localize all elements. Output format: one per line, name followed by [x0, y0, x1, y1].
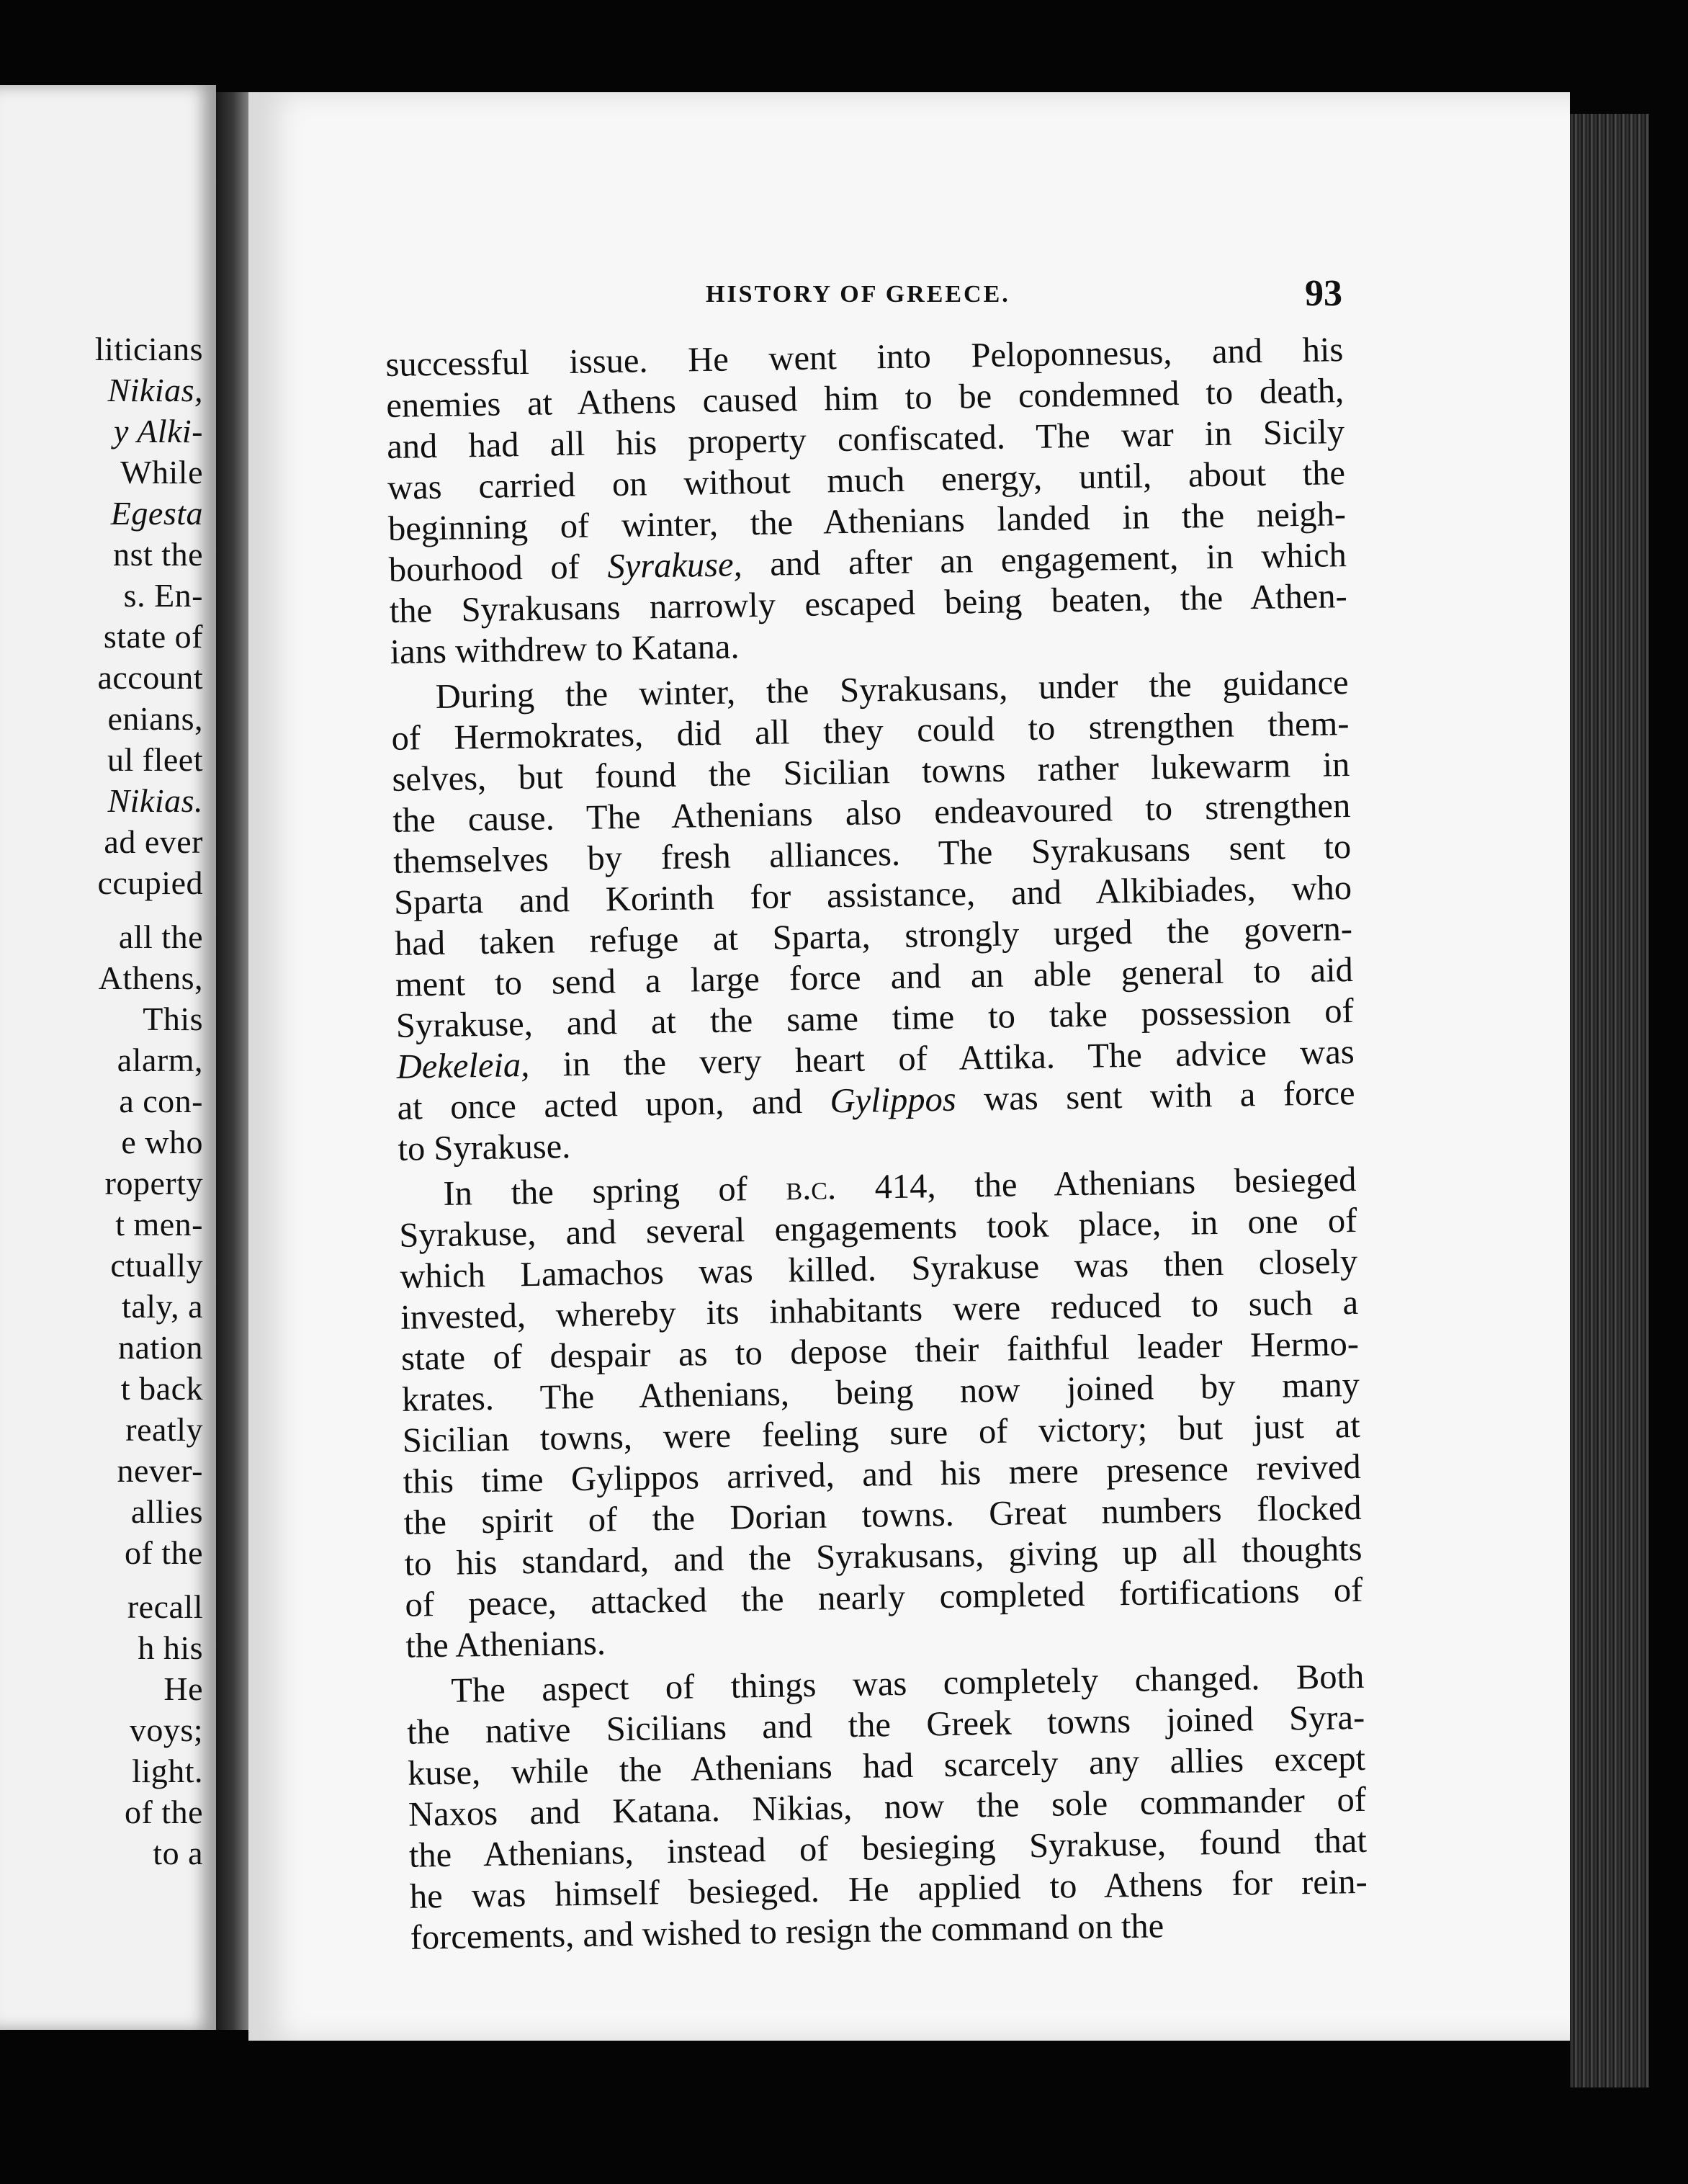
page-number: 93	[1305, 273, 1342, 314]
previous-page-line: s. En-	[123, 577, 203, 614]
text-line: was carried on without much energy, until, about the	[387, 454, 1346, 507]
previous-page-line: While	[120, 454, 203, 491]
text-line: of peace, attacked the nearly completed fortifications of	[405, 1570, 1363, 1624]
paragraph	[406, 1656, 1368, 1959]
text-line: the native Sicilians and the Greek towns joined Syra-	[406, 1698, 1365, 1752]
text-line: enemies at Athens caused him to be condemned to death,	[385, 372, 1344, 425]
previous-page-line: enians,	[107, 700, 203, 737]
text-line: kuse, while the Athenians had scarcely any allies except	[407, 1739, 1366, 1793]
previous-page-line: Athens,	[98, 959, 203, 996]
text-line: had taken refuge at Sparta, strongly urged the govern-	[394, 910, 1353, 963]
text-line: Naxos and Katana. Nikias, now the sole commander of	[408, 1780, 1367, 1834]
previous-page-line: Nikias.	[107, 782, 203, 819]
text-line: themselves by fresh alliances. The Syrakusans sent to	[392, 828, 1352, 881]
text-line: ment to send a large force and an able general to aid	[395, 951, 1354, 1004]
text-line: to Syrakuse.	[398, 1127, 571, 1168]
previous-page-line: ul fleet	[107, 741, 203, 778]
previous-page-line: liticians	[94, 331, 203, 367]
paragraph	[390, 662, 1356, 1170]
text-line: the Athenians.	[405, 1624, 606, 1665]
text-line: bourhood of Syrakuse, and after an engagement, in which	[388, 536, 1347, 589]
text-line: the Athenians, instead of besieging Syrakuse, found that	[408, 1821, 1368, 1875]
previous-page-line: ad ever	[104, 823, 203, 860]
text-line: beginning of winter, the Athenians landed in the neigh-	[387, 495, 1347, 548]
text-line: krates. The Athenians, being now joined by many	[401, 1365, 1360, 1419]
text-line: which Lamachos was killed. Syrakuse was then closely	[399, 1242, 1358, 1296]
previous-page-line: He	[163, 1670, 203, 1707]
text-line: Syrakuse, and at the same time to take possession of	[395, 991, 1355, 1045]
text-line: selves, but found the Sicilian towns rather lukewarm in	[392, 746, 1350, 799]
previous-page-line: account	[97, 659, 203, 696]
previous-page-line: roperty	[104, 1165, 203, 1201]
text-line: During the winter, the Syrakusans, under the guidance	[435, 663, 1349, 716]
text-line: the Syrakusans narrowly escaped being beaten, the Athen-	[389, 577, 1348, 630]
previous-page-line: Nikias,	[107, 372, 203, 408]
previous-page-line: y Alki-	[114, 413, 203, 449]
text-line: forcements, and wished to resign the command on the	[410, 1907, 1164, 1957]
previous-page-line: recall	[127, 1588, 203, 1625]
text-line: In the spring of b.c. 414, the Athenians besieged	[443, 1160, 1357, 1213]
text-line: the cause. The Athenians also endeavoured to strengthen	[392, 787, 1351, 840]
text-line: successful issue. He went into Peloponnesus, and his	[385, 331, 1344, 384]
text-line: the spirit of the Dorian towns. Great numbers flocked	[403, 1488, 1362, 1542]
text-line: to his standard, and the Syrakusans, giving up all thoughts	[404, 1529, 1362, 1583]
previous-page-line: taly, a	[122, 1288, 203, 1325]
previous-page-line: allies	[130, 1493, 203, 1530]
text-line: Syrakuse, and several engagements took place, in one of	[399, 1201, 1357, 1255]
previous-page-line: This	[143, 1001, 203, 1037]
previous-page-line: t back	[120, 1370, 203, 1407]
previous-page-line: to a	[153, 1835, 203, 1871]
previous-page-line: ctually	[110, 1247, 203, 1284]
text-line: at once acted upon, and Gylippos was sent with a force	[397, 1073, 1355, 1127]
text-line: state of despair as to depose their faithful leader Hermo-	[400, 1324, 1360, 1378]
body-text	[385, 329, 1368, 1963]
text-line: he was himself besieged. He applied to Athens for rein-	[409, 1862, 1368, 1916]
paragraph	[398, 1159, 1364, 1667]
previous-page-text	[0, 328, 203, 1874]
previous-page-line: a con-	[119, 1083, 203, 1119]
running-head: HISTORY OF GREECE.	[706, 281, 1010, 308]
paragraph	[385, 329, 1348, 673]
text-line: The aspect of things was completely changed. Both	[450, 1657, 1365, 1710]
previous-page-line: light.	[132, 1753, 203, 1789]
previous-page-line: t men-	[115, 1206, 203, 1243]
text-line: Sicilian towns, were feeling sure of victory; but just at	[402, 1406, 1361, 1460]
text-line: ians withdrew to Katana.	[390, 627, 740, 671]
previous-page-line: of the	[124, 1794, 203, 1830]
previous-page-line: Egesta	[110, 495, 203, 532]
previous-page-line: ccupied	[97, 864, 203, 901]
previous-page-line: alarm,	[117, 1042, 203, 1078]
previous-page-line: of the	[124, 1534, 203, 1571]
previous-page-line: e who	[121, 1124, 203, 1160]
previous-page-line: voys;	[129, 1711, 203, 1748]
previous-page-line: all the	[118, 918, 203, 955]
previous-page-line: reatly	[125, 1411, 203, 1448]
text-line: Sparta and Korinth for assistance, and Alkibiades, who	[393, 869, 1352, 922]
page-edges	[1570, 114, 1649, 2087]
previous-page-fragment	[0, 85, 216, 2030]
text-line: invested, whereby its inhabitants were reduced to such a	[400, 1283, 1359, 1337]
text-line: this time Gylippos arrived, and his mere presence revived	[403, 1447, 1362, 1501]
previous-page-line: never-	[117, 1452, 203, 1489]
previous-page-line: h his	[138, 1629, 203, 1666]
previous-page-line: nation	[118, 1329, 203, 1366]
previous-page-line: state of	[103, 618, 203, 655]
text-line: and had all his property confiscated. The war in Sicily	[386, 413, 1345, 466]
previous-page-line: nst the	[113, 536, 203, 573]
text-line: of Hermokrates, did all they could to strengthen them-	[391, 704, 1350, 758]
text-line: Dekeleia, in the very heart of Attika. The advice was	[396, 1032, 1355, 1086]
